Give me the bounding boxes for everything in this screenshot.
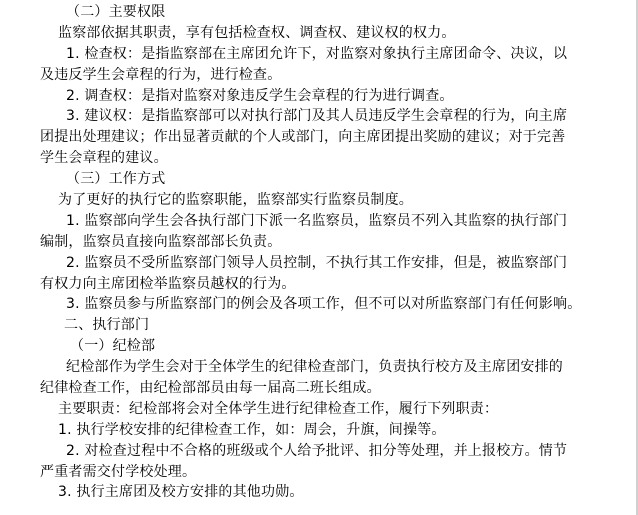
list-item-inspection-right: 1. 检查权：是指监察部在主席团允许下，对监察对象执行主席团命令、决议，以: [66, 45, 568, 62]
list-item-continuation: 学生会章程的建议。: [40, 150, 168, 167]
list-item-supervisor-dispatch: 1. 监察部向学生会各执行部门下派一名监察员，监察员不列入其监察的执行部门: [66, 212, 568, 229]
paragraph-line: 为了更好的执行它的监察职能，监察部实行监察员制度。: [58, 192, 413, 209]
list-item-criticism-deduction: 2. 对检查过程中不合格的班级或个人给予批评、扣分等处理，并上报校方。情节: [66, 442, 568, 459]
paragraph-line: 主要职责：纪检部将会对全体学生进行纪律检查工作，履行下列职责：: [58, 400, 499, 417]
list-item-investigation-right: 2. 调查权：是指对监察对象违反学生会章程的行为进行调查。: [66, 87, 454, 104]
section-heading-main-powers: （二）主要权限: [66, 4, 166, 20]
section-heading-work-method: （三）工作方式: [66, 171, 166, 188]
subsection-heading-discipline-dept: （一）纪检部: [70, 338, 156, 355]
list-item-suggestion-right: 3. 建议权：是指监察部可以对执行部门及其人员违反学生会章程的行为，向主席: [66, 108, 568, 125]
list-item-discipline-checks: 1. 执行学校安排的纪律检查工作，如：周会，升旗，间操等。: [58, 421, 446, 438]
list-item-continuation: 编制，监察员直接向监察部部长负责。: [40, 233, 282, 250]
list-item-continuation: 有权力向主席团检举监察员越权的行为。: [40, 275, 296, 292]
list-item-supervisor-participation: 3. 监察员参与所监察部门的例会及各项工作，但不可以对所监察部门有任何影响。: [66, 296, 582, 313]
list-item-continuation: 团提出处理建议；作出显著贡献的个人或部门，向主席团提出奖励的建议；对于完善: [40, 129, 566, 146]
paragraph-line: 纪律检查工作，由纪检部部员由每一届高二班长组成。: [40, 380, 381, 397]
list-item-supervisor-independence: 2. 监察员不受所监察部门领导人员控制，不执行其工作安排，但是，被监察部门: [66, 254, 568, 271]
list-item-other-duties: 3. 执行主席团及校方安排的其他功勋。: [58, 484, 304, 501]
section-heading-executive-departments: 二、执行部门: [64, 317, 150, 334]
list-item-continuation: 严重者需交付学校处理。: [40, 463, 197, 480]
list-item-continuation: 及违反学生会章程的行为，进行检查。: [40, 66, 282, 83]
paragraph-line: 监察部依据其职责，享有包括检查权、调查权、建议权的权力。: [58, 24, 456, 41]
paragraph-line: 纪检部作为学生会对于全体学生的纪律检查部门，负责执行校方及主席团安排的: [66, 359, 563, 376]
